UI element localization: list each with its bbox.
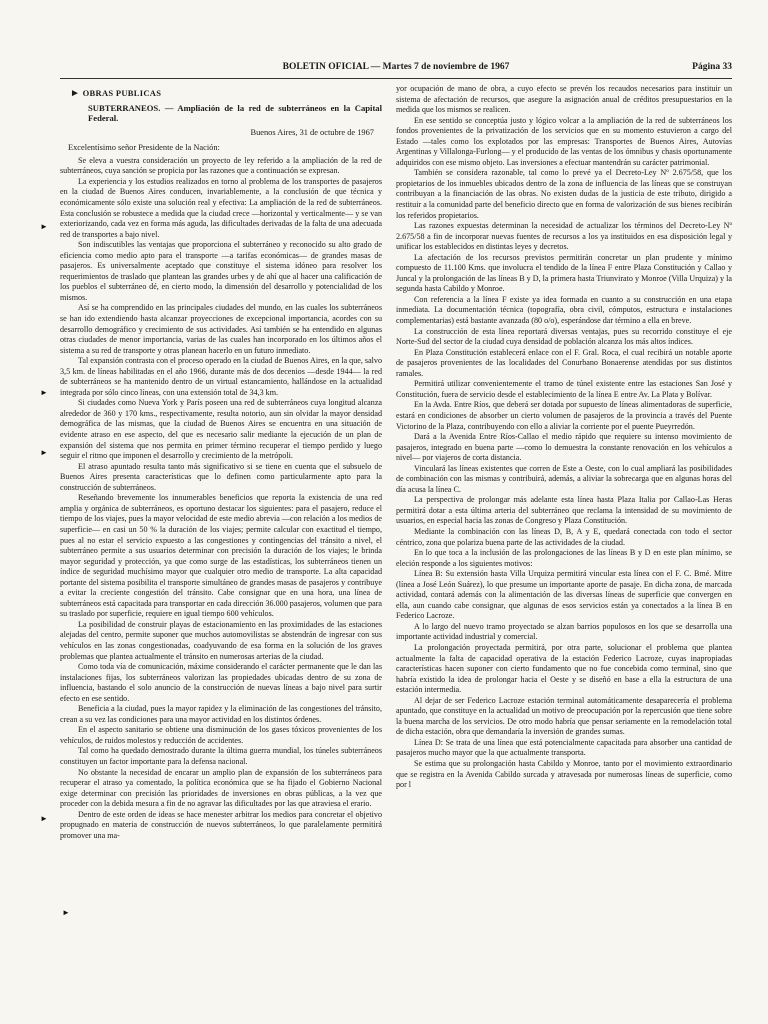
paragraph: En Plaza Constitución establecerá enlace con el F. Gral. Roca, el cual recibirá un notable aporte de pasajeros provenientes de las localidades del Conurbano Bonaerense atendidas por sus distintos ramales. bbox=[396, 347, 732, 378]
paragraph: Vinculará las líneas existentes que corren de Este a Oeste, con lo cual ampliará las posibilidades de combinación con las mismas y contribuirá, además, a aliviar la sobrecarga que en algunas horas del día acusa la línea C. bbox=[396, 463, 732, 494]
paragraph: No obstante la necesidad de encarar un amplio plan de expansión de los subterráneos para recuperar el atraso ya comentado, la política económica que se ha fijado el Gobierno Nacional exige determinar con precisión las prioridades de inversiones en obras públicas, a la vez que proceder con la debida mesura a fin de no agravar las dificultades por las que atraviesa el erario. bbox=[60, 767, 382, 809]
paragraph: Se estima que su prolongación hasta Cabildo y Monroe, tanto por el movimiento extraordinario que se registra en la Avenida Cabildo surcada y atravesada por numerosas líneas de superficie, como por l bbox=[396, 759, 732, 790]
paragraph: Tal expansión contrasta con el proceso operado en la ciudad de Buenos Aires, en la que, salvo 3,5 km. de líneas habilitadas en el año 1966, durante más de dos decenios —desde 1944— la red de subterráneos se ha mantenido dentro de un virtual estancamiento, hallándose en la actualidad integrada por sólo cinco líneas, con una extensión total de 34,3 km. bbox=[60, 356, 382, 397]
margin-arrow-icon: ► bbox=[40, 814, 48, 823]
paragraph: Reseñando brevemente los innumerables beneficios que reporta la existencia de una red amplia y orgánica de subterráneos, es oportuno destacar los siguientes: para el pasajero, reduce el tiempo de los viajes, pues la mayor velocidad de este medio abrevia —con relación a los medios de superficie— en casi un 50 % la duración de los viajes; permite calcular con exactitud el tiempo, pues al no estar el servicio expuesto a las congestiones y contingencias del tránsito a nivel, el subterráneo permite a sus usuarios determinar con precisión la duración de los viajes; le brinda mayor seguridad y protección, ya que como surge de las estadísticas, los subterráneos tienen un índice de seguridad muchísimo mayor que cualquier otro medio de transporte. La alta capacidad portante del sistema posibilita el transporte simultáneo de grandes masas de pasajeros y contribuye a evitar la creciente congestión del tránsito. Cabe consignar que en una hora, una línea de subterráneos está capacitada para transportar en cada dirección 36.000 pasajeros, volumen que para su traslado por superficie, requiere en igual tiempo 600 vehículos. bbox=[60, 493, 382, 619]
paragraph: En la Avda. Entre Ríos, que deberá ser dotada por supuesto de líneas alimentadoras de superficie, estará en condiciones de absorber un cierto volumen de pasajeros de la provincia a través del Puente Victorino de la Plaza, contribuyendo con ello a aliviar la corriente por el puente Pueyrredón. bbox=[396, 400, 732, 431]
paragraph: Línea B: Su extensión hasta Villa Urquiza permitirá vincular esta línea con el F. C. Bmé. Mitre (línea a José León Suárez), lo que presume un importante aporte de pasaje. En dicha zona, de marcada actividad, contará además con la alimentación de las diversas líneas de superficie que convergen en ella, aun cuando cabe consignar, que algunas de esos servicios están ya conectados a la línea B en Federico Lacroze. bbox=[396, 569, 732, 621]
margin-arrow-icon: ► bbox=[40, 222, 48, 231]
paragraph: Mediante la combinación con las líneas D, B, A y E, quedará conectada con todo el sector céntrico, zona que polariza buena parte de las actividades de la ciudad. bbox=[396, 526, 732, 547]
right-body bbox=[396, 84, 732, 791]
paragraph: La afectación de los recursos previstos permitirán concretar un plan prudente y mínimo compuesto de 11.100 Kms. que involucra el tendido de la línea F entre Plaza Constitución y Callao y Juncal y la prolongación de las líneas B y D, la primera hasta Triunvirato y Monroe (Villa Urquiza) y la segunda hasta Cabildo y Monroe. bbox=[396, 252, 732, 294]
paragraph: La construcción de esta línea reportará diversas ventajas, pues su recorrido constituye el eje Norte-Sud del sector de la ciudad cuya densidad de población alcanza los más altos índices. bbox=[396, 326, 732, 347]
paragraph: Así se ha comprendido en las principales ciudades del mundo, en las cuales los subterráneos se han ido extendiendo hasta alcanzar proyecciones de excepcional importancia, acordes con su desarrollo demográfico y crecimiento de sus actividades. Así también se ha entendido en algunas otras ciudades de menor importancia, varias de las cuales han incorporado en los últimos años el sistema a su red de transporte y otras planean hacerlo en un futuro inmediato. bbox=[60, 303, 382, 355]
margin-arrow-icon: ► bbox=[40, 388, 48, 397]
paragraph: La perspectiva de prolongar más adelante esta línea hasta Plaza Italia por Callao-Las Heras permitirá dotar a esta última arteria del subterráneo que reclama la intensidad de su movimiento de usuarios, en especial hacia las zonas de Congreso y Plaza Constitución. bbox=[396, 495, 732, 526]
left-column bbox=[60, 84, 382, 984]
paragraph: Se eleva a vuestra consideración un proyecto de ley referido a la ampliación de la red de subterráneos, cuya sanción se propicia por las razones que a continuación se expresan. bbox=[60, 155, 382, 176]
header-title: BOLETIN OFICIAL — Martes 7 de noviembre de 1967 bbox=[282, 62, 510, 72]
margin-arrow-icon: ► bbox=[62, 908, 70, 917]
paragraph: Si ciudades como Nueva York y París poseen una red de subterráneos cuya longitud alcanza alrededor de 360 y 170 kms., respectivamente, resulta notorio, aun sin olvidar la mayor densidad demográfica de las mismas, que la ciudad de Buenos Aires se encuentra en una situación de evidente atraso en ese aspecto, del que es necesario salir mediante la ejecución de un plan de expansión del sistema que nos permita en primer término recuperar el tiempo perdido y luego seguir el ritmo que imponen el desarrollo y crecimiento de la metrópoli. bbox=[60, 398, 382, 461]
salutation: Excelentísimo señor Presidente de la Nación: bbox=[68, 142, 220, 152]
paragraph: yor ocupación de mano de obra, a cuyo efecto se prevén los recaudos necesarios para instituir un sistema de afectación de recursos, que asegure la asignación anual de créditos presupuestarios en la medida que los mismos se realicen. bbox=[396, 84, 732, 115]
paragraph: Con referencia a la línea F existe ya idea formada en cuanto a su construcción en una etapa inmediata. La documentación técnica (topografía, obra civil, cómputos, estructura e instalaciones complementarias) está bastante avanzada (80 o/o), esperándose dar término a ella en breve. bbox=[396, 294, 732, 326]
paragraph: Al dejar de ser Federico Lacroze estación terminal automáticamente desaparecería el problema apuntado, que constituye en la actualidad un motivo de preocupación por la repercusión que tiene sobre la buena marcha de los servicios. De otro modo habría que pensar seriamente en la remodelación total de dicha estación, obra que demandaría la inversión de grandes sumas. bbox=[396, 695, 732, 737]
right-column bbox=[396, 84, 732, 984]
paragraph: En el aspecto sanitario se obtiene una disminución de los gases tóxicos provenientes de los vehículos, de ruidos molestos y reducción de accidentes. bbox=[60, 725, 382, 745]
paragraph: Beneficia a la ciudad, pues la mayor rapidez y la eliminación de las congestiones del tránsito, crean a su vez las condiciones para una mayor actividad en los distintos órdenes. bbox=[60, 704, 382, 724]
paragraph: A lo largo del nuevo tramo proyectado se alzan barrios populosos en los que se desarrolla una importante actividad industrial y comercial. bbox=[396, 621, 732, 642]
left-body bbox=[60, 156, 382, 842]
paragraph: Las razones expuestas determinan la necesidad de actualizar los términos del Decreto-Ley Nº 2.675/58 a fin de incorporar nuevas fuentes de recursos a los ya instituidos en esa disposición legal y unificar los establecidos en distintas leyes y decretos. bbox=[396, 221, 732, 252]
paragraph: La experiencia y los estudios realizados en torno al problema de los transportes de pasajeros en la ciudad de Buenos Aires conducen, invariablemente, a la conclusión de que técnica y económicamente sólo existe una solución real y efectiva: La ampliación de la red de subterráneos. Esta conclusión se robustece a medida que la ciudad crece —horizontal y verticalmente— y se van exteriorizando, cada vez en forma más aguda, las dificultades derivadas de la falta de una adecuada red de transportes a bajo nivel. bbox=[60, 176, 382, 239]
paragraph: También se considera razonable, tal como lo prevé ya el Decreto-Ley Nº 2.675/58, que los propietarios de los inmuebles ubicados dentro de la zona de influencia de las líneas que se construyan contribuyan a la financiación de las obras. No existen dudas de la justicia de este tributo, dirigido a restituir a la comunidad parte del beneficio directo que en forma de valorización de sus bienes recibirán los referidos propietarios. bbox=[396, 168, 732, 220]
paragraph: La prolongación proyectada permitirá, por otra parte, solucionar el problema que plantea actualmente la falta de capacidad operativa de la estación Federico Lacroze, cuyas inapropiadas características hacen suponer con cierto fundamento que no fue concebida como terminal, sino que habría existido la idea de prolongar hacia el Oeste y se diseñó en base a ella la estructura de una estación intermedia. bbox=[396, 642, 732, 695]
article-title: SUBTERRANEOS. — Ampliación de la red de subterráneos en la Capital Federal. bbox=[88, 103, 382, 124]
paragraph: Línea D: Se trata de una línea que está potencialmente capacitada para absorber una cantidad de pasajeros mucho mayor que la que actualmente transporta. bbox=[396, 737, 732, 758]
paragraph: Dará a la Avenida Entre Ríos-Callao el medio rápido que requiere su intenso movimiento de pasajeros, integrado en buena parte —como lo demuestra la constante renovación en los vehículos a nivel— por viajeros de corta distancia. bbox=[396, 432, 732, 463]
paragraph: Dentro de este orden de ideas se hace menester arbitrar los medios para concretar el objetivo propugnado en materia de construcción de nuevos subterráneos, lo que paralelamente permitirá promover una ma- bbox=[60, 809, 382, 840]
section-heading: ► OBRAS PUBLICAS bbox=[70, 88, 162, 99]
paragraph: Permitirá utilizar convenientemente el tramo de túnel existente entre las estaciones San José y Constitución, fuera de servicio desde el establecimiento de la línea E entre Av. La Plata y Bolívar. bbox=[396, 379, 732, 399]
paragraph: En ese sentido se conceptúa justo y lógico volcar a la ampliación de la red de subterráneos los fondos provenientes de la privatización de los servicios que en su momento estuvieron a cargo del Estado —tales como los explotados por las empresas: Transportes de Buenos Aires, Autovías Argentinas y Villalonga-Furlong— y el producido de las ventas de los ómnibus y chasis oportunamente adquiridos con ese mismo objeto. Las inversiones a efectuar mantendrán su carácter patrimonial. bbox=[396, 115, 732, 167]
page-header bbox=[60, 62, 732, 76]
paragraph: El atraso apuntado resulta tanto más significativo si se tiene en cuenta que el subsuelo de Buenos Aires presenta características que lo definen como particularmente apto para la construcción de subterráneos. bbox=[60, 461, 382, 492]
paragraph: Como toda vía de comunicación, máxime considerando el carácter permanente que le dan las instalaciones fijas, los subterráneos valorizan las propiedades ubicadas dentro de su zona de influencia, bastando el solo anuncio de la construcción de nuevas líneas a bajo nivel para surtir efecto en ese sentido. bbox=[60, 662, 382, 703]
page-number: Página 33 bbox=[692, 62, 732, 72]
header-rule bbox=[60, 78, 732, 79]
paragraph: La posibilidad de construir playas de estacionamiento en las proximidades de las estaciones alejadas del centro, permite suponer que muchos automovilistas se abstendrán de ingresar con sus vehículos en las zonas congestionadas, coadyuvando de esa forma en la solución de los graves problemas que plantea actualmente el tránsito en numerosas arterias de la ciudad. bbox=[60, 619, 382, 661]
paragraph: En lo que toca a la inclusión de las prolongaciones de las líneas B y D en este plan mínimo, se eleción responde a los siguientes motivos: bbox=[396, 548, 732, 568]
margin-arrow-icon: ► bbox=[40, 448, 48, 457]
article-date: Buenos Aires, 31 de octubre de 1967 bbox=[250, 127, 374, 137]
paragraph: Tal como ha quedado demostrado durante la última guerra mundial, los túneles subterráneos constituyen un factor importante para la defensa nacional. bbox=[60, 746, 382, 766]
paragraph: Son indiscutibles las ventajas que proporciona el subterráneo y reconocido su alto grado de eficiencia como medio apto para el transporte —a tarifas económicas— de grandes masas de pasajeros. Es universalmente aceptado que constituye el sistema idóneo para resolver los requerimientos de traslado que plantean las grandes urbes y de ahí que al hacer una calificación de los pueblos el subterráneo dé, en cierto modo, la dimensión del desarrollo y potencialidad de los mismos. bbox=[60, 240, 382, 302]
